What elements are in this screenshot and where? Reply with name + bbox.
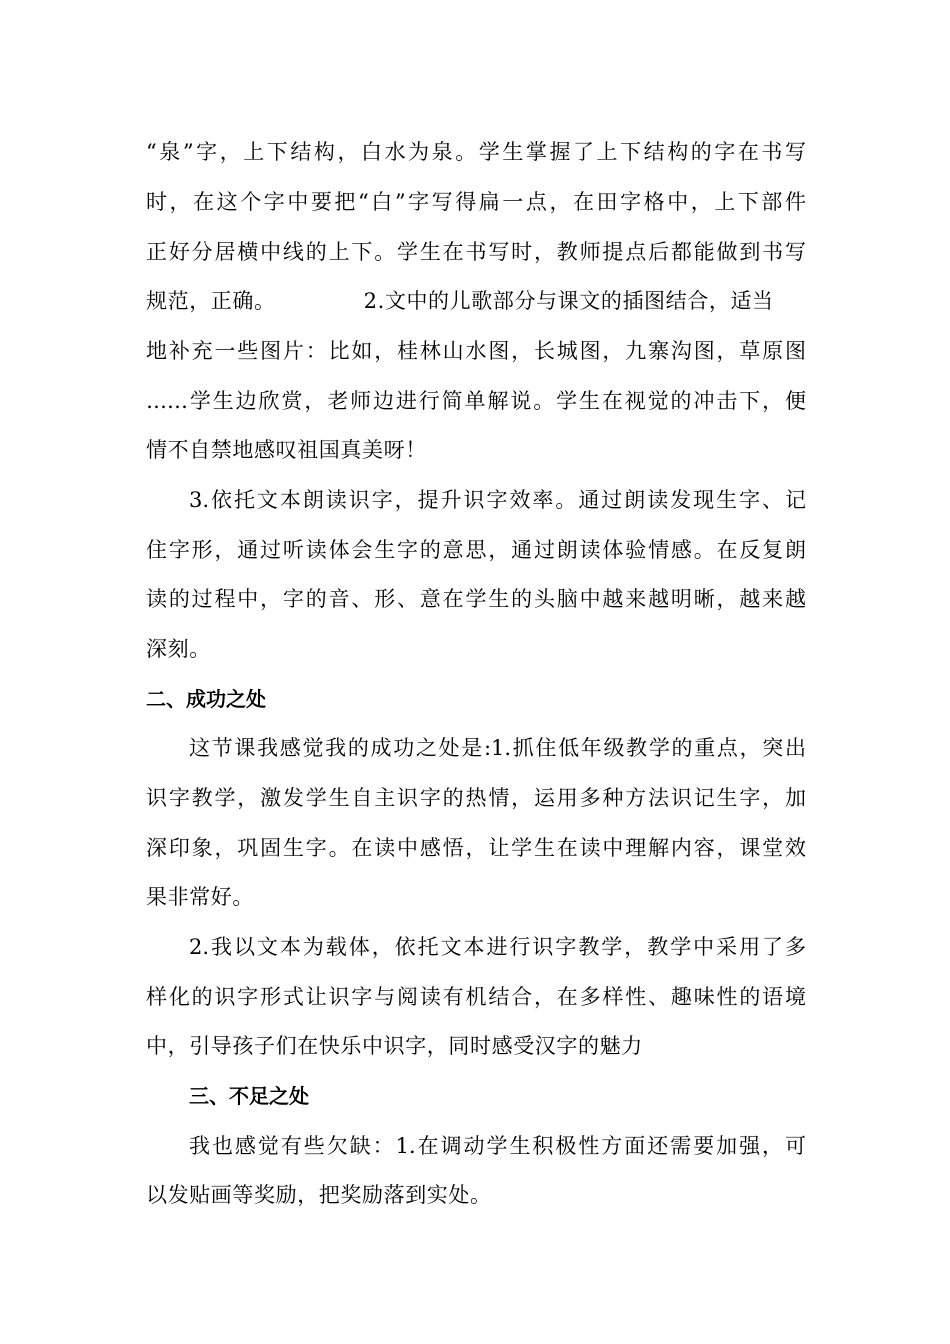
text-line: 深印象，巩固生字。在读中感悟，让学生在读中理解内容，课堂效: [146, 836, 806, 860]
text-line: 3.依托文本朗读识字，提升识字效率。通过朗读发现生字、记: [189, 488, 806, 512]
text-line: 时，在这个字中要把“白”字写得扁一点，在田字格中，上下部件: [146, 190, 806, 214]
text-fragment: 规范，正确。: [146, 289, 276, 313]
text-line: 深刻。: [146, 637, 211, 661]
section-heading: 三、不足之处: [189, 1084, 309, 1108]
text-line: 情不自禁地感叹祖国真美呀！: [146, 438, 427, 462]
text-line: 样化的识字形式让识字与阅读有机结合，在多样性、趣味性的语境: [146, 985, 806, 1009]
text-line: 我也感觉有些欠缺：1.在调动学生积极性方面还需要加强，可: [189, 1134, 806, 1158]
text-line: 2.我以文本为载体，依托文本进行识字教学，教学中采用了多: [189, 935, 806, 959]
text-line: 中，引导孩子们在快乐中识字，同时感受汉字的魅力: [146, 1034, 643, 1058]
text-line: ……学生边欣赏，老师边进行简单解说。学生在视觉的冲击下，便: [146, 389, 806, 413]
text-line: 正好分居横中线的上下。学生在书写时，教师提点后都能做到书写: [146, 240, 806, 264]
text-line: 识字教学，激发学生自主识字的热情，运用多种方法识记生字，加: [146, 786, 806, 810]
text-line: 以发贴画等奖励，把奖励落到实处。: [146, 1183, 492, 1207]
section-heading: 二、成功之处: [146, 687, 266, 711]
text-line: 果非常好。: [146, 885, 254, 909]
text-fragment: 2.文中的儿歌部分与课文的插图结合，适当: [363, 289, 774, 313]
text-line: 住字形，通过听读体会生字的意思，通过朗读体验情感。在反复朗: [146, 538, 806, 562]
text-line-split: [146, 286, 774, 316]
text-line: 地补充一些图片：比如，桂林山水图，长城图，九寨沟图，草原图: [146, 339, 806, 363]
text-line: “泉”字，上下结构，白水为泉。学生掌握了上下结构的字在书写: [146, 140, 806, 164]
text-line: 这节课我感觉我的成功之处是:1.抓住低年级教学的重点，突出: [189, 736, 806, 760]
text-line: 读的过程中，字的音、形、意在学生的头脑中越来越明晰，越来越: [146, 587, 806, 611]
